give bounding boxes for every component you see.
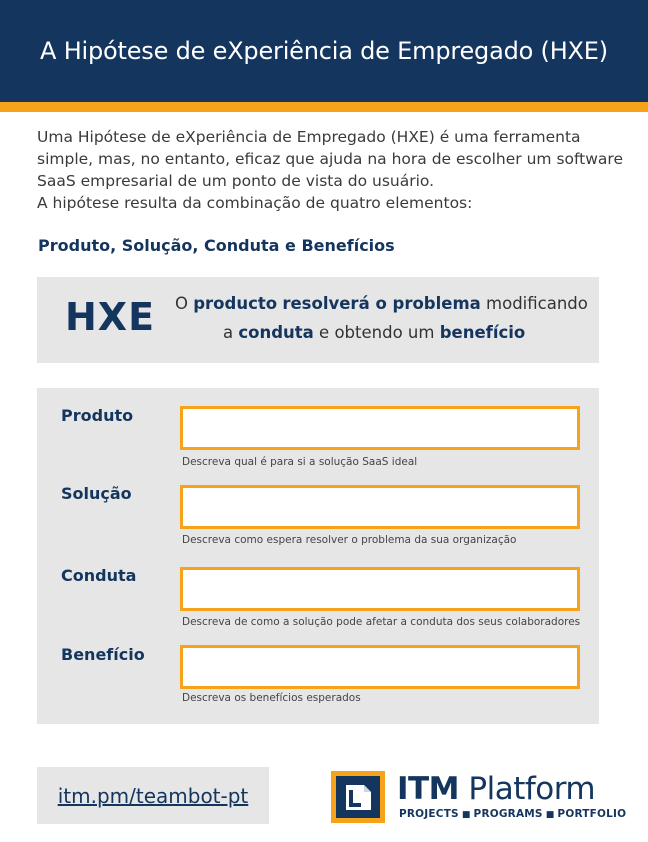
header-accent-stripe — [0, 102, 648, 112]
solucao-label: Solução — [61, 484, 132, 503]
formula-highlight-benefit: benefício — [439, 323, 526, 342]
conduta-input[interactable] — [180, 567, 580, 611]
produto-hint: Descreva qual é para si a solução SaaS ideal — [182, 456, 418, 468]
page-header — [0, 0, 648, 102]
tagline-word: PROJECTS — [399, 808, 459, 820]
link-panel — [37, 767, 269, 824]
itm-platform-logo — [331, 771, 627, 823]
hypothesis-form — [37, 388, 599, 724]
elements-heading: Produto, Solução, Conduta e Benefícios — [38, 236, 395, 255]
solucao-hint: Descreva como espera resolver o problema da sua organização — [182, 534, 517, 546]
beneficio-label: Benefício — [61, 645, 145, 664]
produto-input[interactable] — [180, 406, 580, 450]
tagline-separator: ■ — [461, 810, 471, 820]
logo-name-light: Platform — [459, 771, 596, 807]
beneficio-hint: Descreva os benefícios esperados — [182, 692, 361, 704]
tagline-word: PROGRAMS — [473, 808, 543, 820]
page-title: A Hipótese de eXperiência de Empregado (HXE) — [40, 37, 608, 65]
formula-line-1 — [175, 294, 588, 313]
logo-name-bold: ITM — [397, 771, 460, 807]
teambot-link[interactable]: itm.pm/teambot-pt — [57, 783, 249, 808]
logo-wordmark — [397, 771, 595, 807]
conduta-hint: Descreva de como a solução pode afetar a conduta dos seus colaboradores — [182, 616, 581, 628]
formula-line-2 — [223, 323, 525, 342]
intro-line: simple, mas, no entanto, eficaz que ajuda na hora de escolher um software — [37, 150, 624, 168]
formula-acronym: HXE — [65, 295, 156, 339]
formula-panel — [37, 277, 599, 363]
formula-highlight-conduct: conduta — [238, 323, 314, 342]
tagline-separator: ■ — [545, 810, 555, 820]
intro-text — [37, 126, 624, 214]
formula-highlight-product: producto — [193, 294, 278, 313]
formula-text: modificando — [480, 294, 588, 313]
beneficio-input[interactable] — [180, 645, 580, 689]
itm-logo-icon — [331, 771, 385, 823]
intro-line: Uma Hipótese de eXperiência de Empregado (HXE) é uma ferramenta — [37, 128, 581, 146]
formula-highlight-solution: resolverá o problema — [282, 294, 481, 313]
tagline-word: PORTFOLIO — [557, 808, 627, 820]
intro-line: SaaS empresarial de um ponto de vista do usuário. — [37, 172, 435, 190]
intro-line: A hipótese resulta da combinação de quatro elementos: — [37, 194, 473, 212]
solucao-input[interactable] — [180, 485, 580, 529]
produto-label: Produto — [61, 406, 134, 425]
formula-text: a — [223, 323, 239, 342]
conduta-label: Conduta — [61, 566, 137, 585]
formula-text: O — [175, 294, 194, 313]
logo-tagline — [399, 808, 626, 820]
formula-text: e obtendo um — [313, 323, 440, 342]
